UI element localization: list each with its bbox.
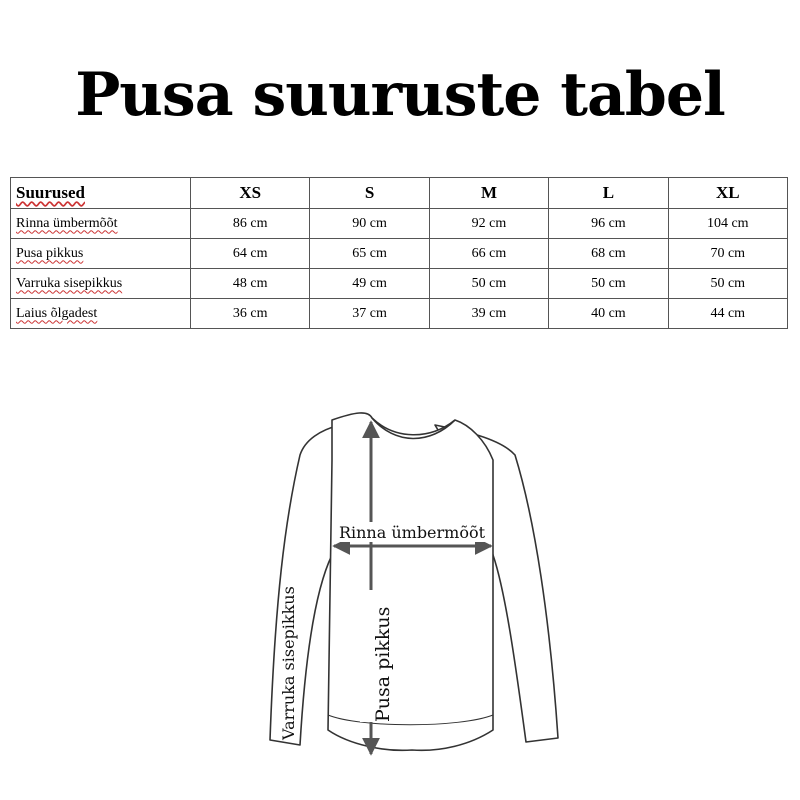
length-label: Pusa pikkus	[372, 606, 394, 722]
table-cell: 96 cm	[549, 209, 668, 239]
table-cell: 48 cm	[191, 269, 310, 299]
header-cell-s: S	[310, 178, 429, 209]
header-cell-xl: XL	[668, 178, 787, 209]
table-cell: 90 cm	[310, 209, 429, 239]
table-cell: 68 cm	[549, 239, 668, 269]
table-cell: 50 cm	[668, 269, 787, 299]
row-label-text: Varruka sisepikkus	[16, 275, 123, 291]
table-cell: 65 cm	[310, 239, 429, 269]
table-cell: 66 cm	[429, 239, 548, 269]
table-cell: 49 cm	[310, 269, 429, 299]
sleeve-label: Varruka sisepikkus	[279, 586, 298, 740]
table-cell: 50 cm	[429, 269, 548, 299]
table-cell: 104 cm	[668, 209, 787, 239]
header-cell-m: M	[429, 178, 548, 209]
table-cell: 37 cm	[310, 299, 429, 329]
chest-label: Rinna ümbermõõt	[338, 523, 486, 542]
table-cell: 86 cm	[191, 209, 310, 239]
header-cell-l: L	[549, 178, 668, 209]
table-cell: 44 cm	[668, 299, 787, 329]
table-cell: 50 cm	[549, 269, 668, 299]
header-cell-sizes: Suurused	[11, 178, 191, 209]
row-label-text: Pusa pikkus	[16, 245, 84, 261]
table-cell: 39 cm	[429, 299, 548, 329]
sweater-outline	[270, 413, 558, 750]
header-cell-xs: XS	[191, 178, 310, 209]
table-cell: 36 cm	[191, 299, 310, 329]
table-cell: 70 cm	[668, 239, 787, 269]
table-cell: 92 cm	[429, 209, 548, 239]
table-cell: 40 cm	[549, 299, 668, 329]
row-label-text: Rinna ümbermõõt	[16, 215, 118, 231]
table-cell: 64 cm	[191, 239, 310, 269]
page-title: Pusa suuruste tabel	[75, 60, 725, 130]
row-label-text: Laius õlgadest	[16, 305, 98, 321]
